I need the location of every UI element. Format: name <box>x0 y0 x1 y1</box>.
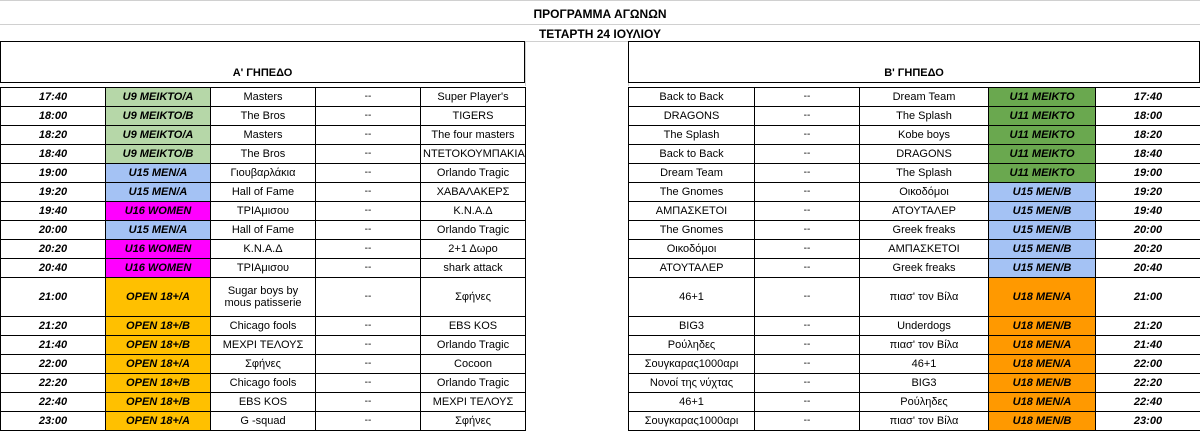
category-badge: U18 MEN/A <box>989 278 1096 317</box>
versus-separator: -- <box>316 164 421 183</box>
match-time: 20:00 <box>1 221 106 240</box>
away-team: Orlando Tragic <box>421 221 526 240</box>
match-time: 22:00 <box>1096 355 1200 374</box>
table-row <box>629 278 1200 317</box>
home-team: Οικοδόμοι <box>629 240 755 259</box>
match-time: 19:20 <box>1096 183 1200 202</box>
away-team: ΑΤΟΥΤΑΛΕΡ <box>860 202 989 221</box>
category-badge: U16 WOMEN <box>106 259 211 278</box>
home-team: ΑΤΟΥΤΑΛΕΡ <box>629 259 755 278</box>
table-row <box>1 240 526 259</box>
table-row <box>1 221 526 240</box>
category-badge: U15 MEN/B <box>989 259 1096 278</box>
versus-separator: -- <box>755 278 860 317</box>
table-row <box>629 259 1200 278</box>
match-time: 20:40 <box>1096 259 1200 278</box>
match-time: 21:40 <box>1 336 106 355</box>
versus-separator: -- <box>755 355 860 374</box>
category-badge: U9 ΜΕΙΚΤΟ/Α <box>106 88 211 107</box>
table-row <box>629 145 1200 164</box>
home-team: The Bros <box>211 107 316 126</box>
match-time: 17:40 <box>1096 88 1200 107</box>
match-time: 18:00 <box>1 107 106 126</box>
category-badge: U18 MEN/B <box>989 374 1096 393</box>
versus-separator: -- <box>316 126 421 145</box>
table-row <box>1 336 526 355</box>
match-time: 20:40 <box>1 259 106 278</box>
category-badge: U16 WOMEN <box>106 240 211 259</box>
table-row <box>1 183 526 202</box>
category-badge: U18 MEN/B <box>989 317 1096 336</box>
match-time: 21:20 <box>1 317 106 336</box>
versus-separator: -- <box>755 145 860 164</box>
away-team: Cocoon <box>421 355 526 374</box>
category-badge: U11 ΜΕΙΚΤΟ <box>989 145 1096 164</box>
table-row <box>1 259 526 278</box>
away-team: ΜΕΧΡΙ ΤΕΛΟΥΣ <box>421 393 526 412</box>
away-team: 2+1 Δωρο <box>421 240 526 259</box>
away-team: ΑΜΠΑΣΚΕΤΟΙ <box>860 240 989 259</box>
home-team: 46+1 <box>629 393 755 412</box>
versus-separator: -- <box>755 412 860 431</box>
court-a-table <box>0 87 526 431</box>
home-team: Masters <box>211 126 316 145</box>
table-row <box>1 317 526 336</box>
category-badge: U9 ΜΕΙΚΤΟ/Α <box>106 126 211 145</box>
away-team: Κ.Ν.Α.Δ <box>421 202 526 221</box>
home-team: Masters <box>211 88 316 107</box>
match-time: 22:00 <box>1 355 106 374</box>
home-team: DRAGONS <box>629 107 755 126</box>
versus-separator: -- <box>316 374 421 393</box>
match-time: 23:00 <box>1 412 106 431</box>
versus-separator: -- <box>755 374 860 393</box>
match-time: 21:00 <box>1096 278 1200 317</box>
table-row <box>629 374 1200 393</box>
court-a-label: Α' ΓΗΠΕΔΟ <box>232 67 293 79</box>
away-team: Underdogs <box>860 317 989 336</box>
table-row <box>629 202 1200 221</box>
category-badge: U9 ΜΕΙΚΤΟ/Β <box>106 107 211 126</box>
away-team: TIGERS <box>421 107 526 126</box>
home-team: 46+1 <box>629 278 755 317</box>
schedule-date: ΤΕΤΑΡΤΗ 24 ΙΟΥΛΙΟΥ <box>538 27 662 41</box>
home-team: The Gnomes <box>629 183 755 202</box>
match-time: 19:40 <box>1096 202 1200 221</box>
category-badge: U18 MEN/A <box>989 336 1096 355</box>
home-team: EBS KOS <box>211 393 316 412</box>
category-badge: U18 MEN/A <box>989 393 1096 412</box>
category-badge: U11 ΜΕΙΚΤΟ <box>989 88 1096 107</box>
category-badge: OPEN 18+/A <box>106 278 211 317</box>
match-time: 18:00 <box>1096 107 1200 126</box>
category-badge: OPEN 18+/A <box>106 412 211 431</box>
away-team: DRAGONS <box>860 145 989 164</box>
versus-separator: -- <box>755 336 860 355</box>
match-time: 21:40 <box>1096 336 1200 355</box>
table-row <box>1 126 526 145</box>
schedule-title: ΠΡΟΓΡΑΜΜΑ ΑΓΩΝΩΝ <box>533 7 667 21</box>
match-time: 20:20 <box>1096 240 1200 259</box>
versus-separator: -- <box>316 393 421 412</box>
category-badge: OPEN 18+/B <box>106 374 211 393</box>
home-team: Chicago fools <box>211 317 316 336</box>
category-badge: U18 MEN/A <box>989 355 1096 374</box>
court-a-header <box>0 41 525 83</box>
versus-separator: -- <box>316 202 421 221</box>
court-b-label: Β' ΓΗΠΕΔΟ <box>884 67 944 79</box>
away-team: Greek freaks <box>860 221 989 240</box>
away-team: shark attack <box>421 259 526 278</box>
table-row <box>629 412 1200 431</box>
table-row <box>629 126 1200 145</box>
table-row <box>1 88 526 107</box>
home-team: ΤΡΙΑμισου <box>211 202 316 221</box>
home-team: ΜΕΧΡΙ ΤΕΛΟΥΣ <box>211 336 316 355</box>
match-time: 18:40 <box>1 145 106 164</box>
home-team: Back to Back <box>629 88 755 107</box>
table-row <box>629 221 1200 240</box>
away-team: Σφήνες <box>421 412 526 431</box>
away-team: Orlando Tragic <box>421 374 526 393</box>
away-team: Orlando Tragic <box>421 164 526 183</box>
away-team: Kobe boys <box>860 126 989 145</box>
away-team: Dream Team <box>860 88 989 107</box>
match-time: 19:00 <box>1 164 106 183</box>
home-team: G -squad <box>211 412 316 431</box>
versus-separator: -- <box>316 355 421 374</box>
table-row <box>629 107 1200 126</box>
table-row <box>1 145 526 164</box>
category-badge: OPEN 18+/B <box>106 317 211 336</box>
away-team: The Splash <box>860 164 989 183</box>
match-time: 21:20 <box>1096 317 1200 336</box>
match-time: 22:40 <box>1 393 106 412</box>
away-team: ΝΤΕΤΟΚΟΥΜΠΑΚΙΑ <box>421 145 526 164</box>
home-team: Νονοί της νύχτας <box>629 374 755 393</box>
match-time: 22:40 <box>1096 393 1200 412</box>
category-badge: U15 MEN/B <box>989 240 1096 259</box>
home-team: The Gnomes <box>629 221 755 240</box>
home-team: ΤΡΙΑμισου <box>211 259 316 278</box>
category-badge: U15 MEN/B <box>989 183 1096 202</box>
versus-separator: -- <box>316 107 421 126</box>
court-b-header <box>628 41 1200 83</box>
table-row <box>629 164 1200 183</box>
versus-separator: -- <box>755 221 860 240</box>
home-team: Hall of Fame <box>211 221 316 240</box>
versus-separator: -- <box>316 259 421 278</box>
versus-separator: -- <box>316 221 421 240</box>
category-badge: U15 MEN/B <box>989 221 1096 240</box>
home-team: BIG3 <box>629 317 755 336</box>
match-time: 19:00 <box>1096 164 1200 183</box>
table-row <box>1 374 526 393</box>
away-team: Orlando Tragic <box>421 336 526 355</box>
home-team: ΑΜΠΑΣΚΕΤΟΙ <box>629 202 755 221</box>
table-row <box>629 317 1200 336</box>
away-team: πιασ' τον Βίλα <box>860 278 989 317</box>
table-row <box>629 336 1200 355</box>
away-team: πιασ' τον Βίλα <box>860 336 989 355</box>
table-row <box>1 164 526 183</box>
category-badge: U18 MEN/B <box>989 412 1096 431</box>
home-team: Κ.Ν.Α.Δ <box>211 240 316 259</box>
home-team: Back to Back <box>629 145 755 164</box>
home-team: Dream Team <box>629 164 755 183</box>
table-row <box>629 355 1200 374</box>
match-time: 20:00 <box>1096 221 1200 240</box>
versus-separator: -- <box>316 183 421 202</box>
category-badge: U9 ΜΕΙΚΤΟ/Β <box>106 145 211 164</box>
away-team: 46+1 <box>860 355 989 374</box>
versus-separator: -- <box>755 240 860 259</box>
category-badge: U11 ΜΕΙΚΤΟ <box>989 164 1096 183</box>
category-badge: U15 MEN/B <box>989 202 1096 221</box>
match-time: 22:20 <box>1 374 106 393</box>
versus-separator: -- <box>755 88 860 107</box>
category-badge: OPEN 18+/B <box>106 336 211 355</box>
table-row <box>1 202 526 221</box>
match-time: 22:20 <box>1096 374 1200 393</box>
category-badge: U15 MEN/A <box>106 183 211 202</box>
away-team: Greek freaks <box>860 259 989 278</box>
match-time: 17:40 <box>1 88 106 107</box>
away-team: πιασ' τον Βίλα <box>860 412 989 431</box>
match-time: 23:00 <box>1096 412 1200 431</box>
versus-separator: -- <box>316 412 421 431</box>
away-team: ΧΑΒΑΛΑΚΕΡΣ <box>421 183 526 202</box>
category-badge: OPEN 18+/B <box>106 393 211 412</box>
away-team: Super Player's <box>421 88 526 107</box>
versus-separator: -- <box>755 202 860 221</box>
versus-separator: -- <box>755 164 860 183</box>
versus-separator: -- <box>755 183 860 202</box>
match-time: 19:20 <box>1 183 106 202</box>
table-row <box>1 355 526 374</box>
table-row <box>629 240 1200 259</box>
category-badge: U15 MEN/A <box>106 164 211 183</box>
table-row <box>629 88 1200 107</box>
category-badge: U11 ΜΕΙΚΤΟ <box>989 107 1096 126</box>
versus-separator: -- <box>316 336 421 355</box>
versus-separator: -- <box>316 88 421 107</box>
versus-separator: -- <box>755 107 860 126</box>
table-row <box>1 278 526 317</box>
versus-separator: -- <box>316 278 421 317</box>
versus-separator: -- <box>755 259 860 278</box>
home-team: Chicago fools <box>211 374 316 393</box>
match-time: 21:00 <box>1 278 106 317</box>
versus-separator: -- <box>755 393 860 412</box>
away-team: The Splash <box>860 107 989 126</box>
match-time: 18:40 <box>1096 145 1200 164</box>
match-time: 19:40 <box>1 202 106 221</box>
home-team: The Bros <box>211 145 316 164</box>
versus-separator: -- <box>316 145 421 164</box>
home-team: Γιουβαρλάκια <box>211 164 316 183</box>
away-team: Σφήνες <box>421 278 526 317</box>
court-b-table <box>628 87 1200 431</box>
home-team: Σουγκαρας1000αρι <box>629 412 755 431</box>
table-row <box>1 412 526 431</box>
category-badge: OPEN 18+/A <box>106 355 211 374</box>
home-team: Hall of Fame <box>211 183 316 202</box>
away-team: Οικοδόμοι <box>860 183 989 202</box>
match-time: 18:20 <box>1 126 106 145</box>
away-team: BIG3 <box>860 374 989 393</box>
category-badge: U16 WOMEN <box>106 202 211 221</box>
category-badge: U11 ΜΕΙΚΤΟ <box>989 126 1096 145</box>
match-time: 18:20 <box>1096 126 1200 145</box>
versus-separator: -- <box>316 240 421 259</box>
versus-separator: -- <box>755 126 860 145</box>
table-row <box>1 393 526 412</box>
away-team: The four masters <box>421 126 526 145</box>
category-badge: U15 MEN/A <box>106 221 211 240</box>
match-time: 20:20 <box>1 240 106 259</box>
away-team: EBS KOS <box>421 317 526 336</box>
versus-separator: -- <box>755 317 860 336</box>
away-team: Ρούληδες <box>860 393 989 412</box>
home-team: Σφήνες <box>211 355 316 374</box>
table-row <box>629 183 1200 202</box>
home-team: Σουγκαρας1000αρι <box>629 355 755 374</box>
table-row <box>1 107 526 126</box>
home-team: The Splash <box>629 126 755 145</box>
versus-separator: -- <box>316 317 421 336</box>
table-row <box>629 393 1200 412</box>
home-team: Ρούληδες <box>629 336 755 355</box>
home-team: Sugar boys by mous patisserie <box>211 278 316 317</box>
